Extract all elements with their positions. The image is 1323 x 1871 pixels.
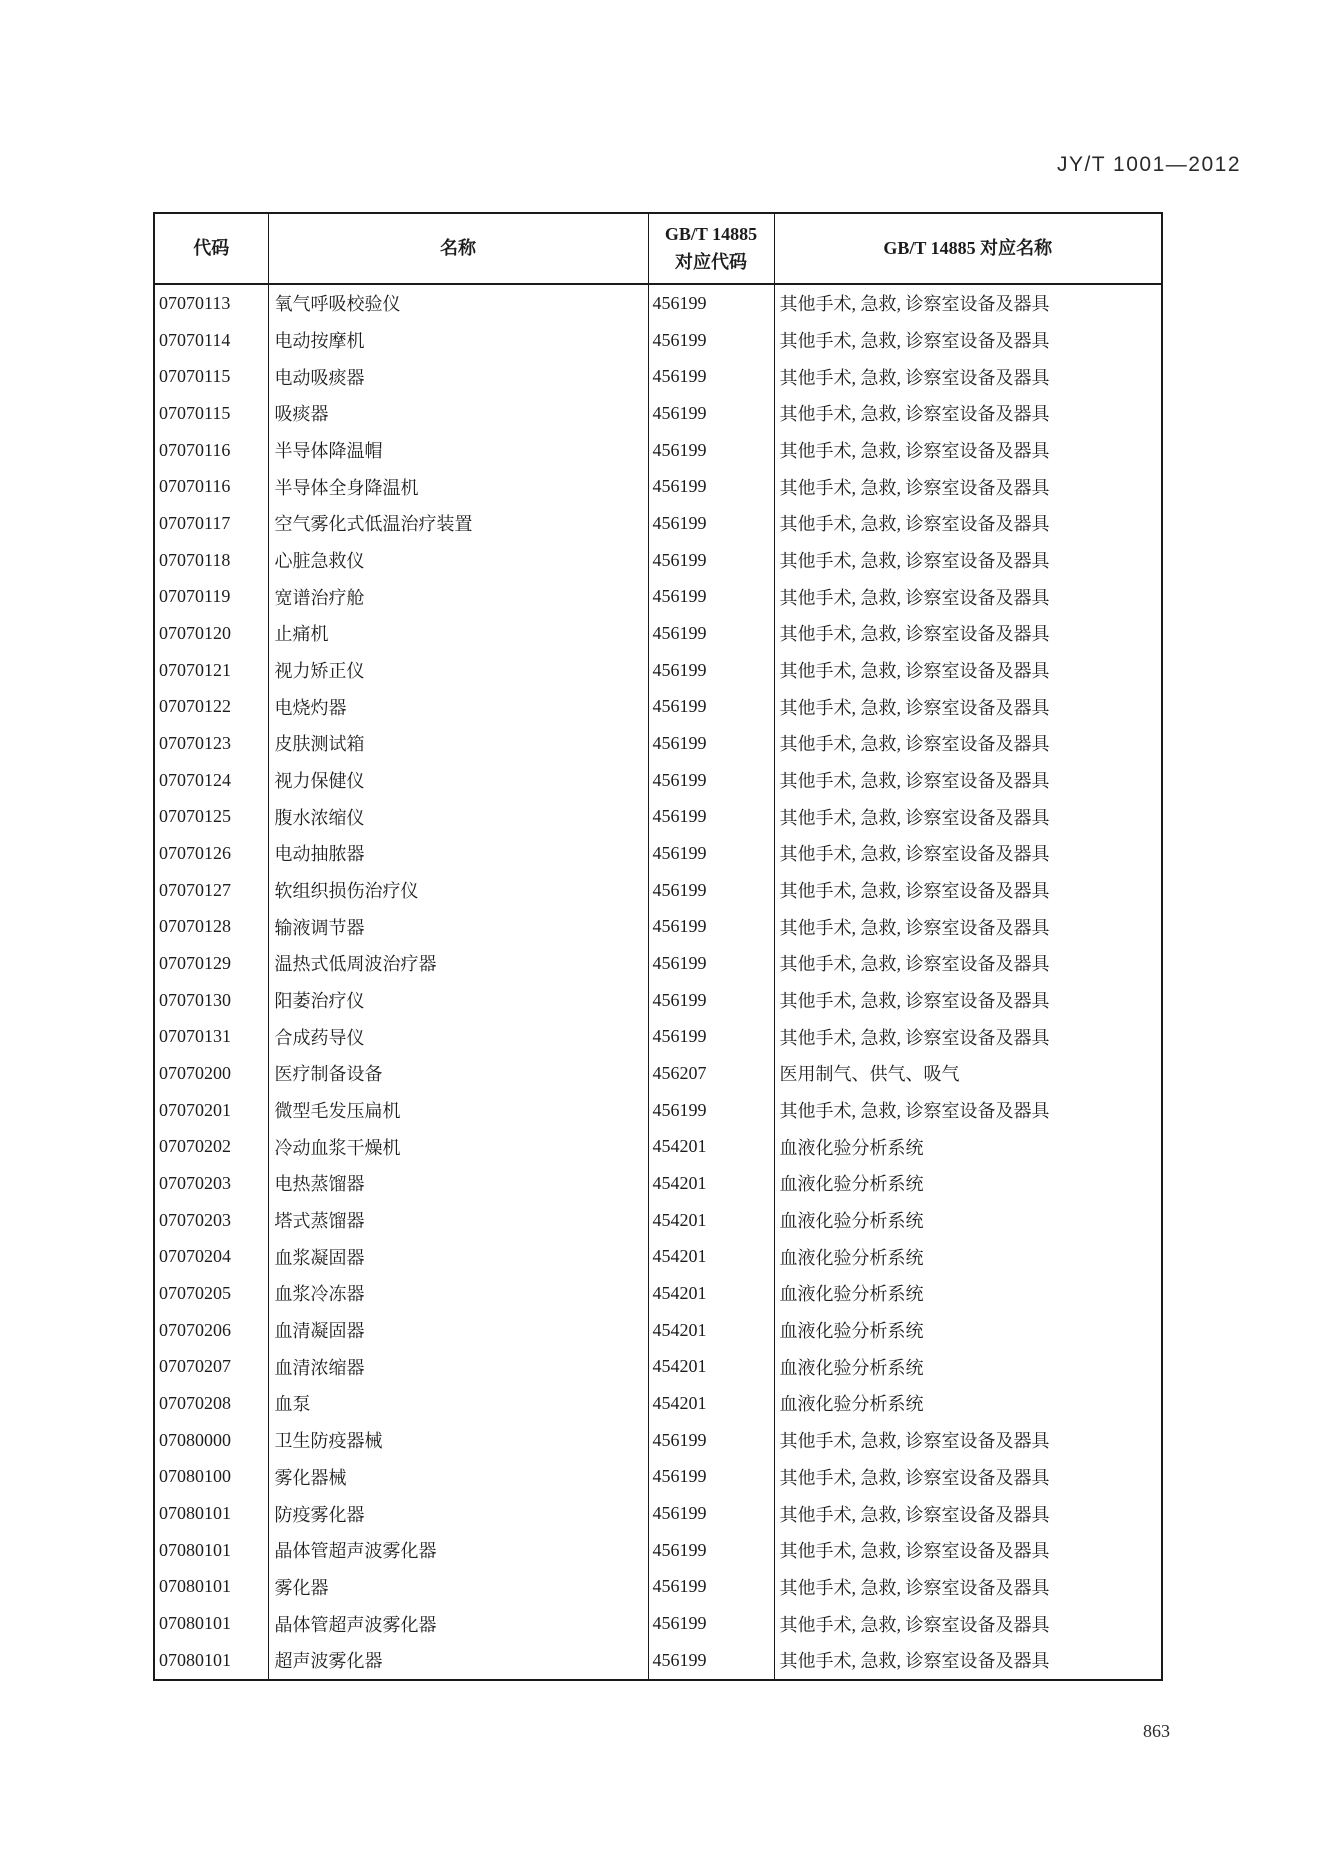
name-cell: 吸痰器 (268, 395, 648, 432)
gbt-name-cell: 其他手术, 急救, 诊察室设备及器具 (774, 1092, 1162, 1129)
code-cell: 07080101 (154, 1532, 268, 1569)
table-row (154, 945, 1162, 982)
gbt-code-cell: 454201 (648, 1128, 774, 1165)
header-name: 名称 (268, 213, 648, 284)
table-row (154, 505, 1162, 542)
code-cell: 07070205 (154, 1275, 268, 1312)
gbt-code-cell: 456199 (648, 908, 774, 945)
table-row (154, 358, 1162, 395)
header-gbt-code-line2: 对应代码 (675, 251, 747, 272)
table-row (154, 542, 1162, 579)
doc-number: JY/T 1001—2012 (1056, 153, 1241, 176)
name-cell: 半导体全身降温机 (268, 468, 648, 505)
table-row (154, 1385, 1162, 1422)
table-row (154, 578, 1162, 615)
gbt-code-cell: 456199 (648, 505, 774, 542)
gbt-code-cell: 456199 (648, 1092, 774, 1129)
gbt-code-cell: 456199 (648, 945, 774, 982)
gbt-name-cell: 其他手术, 急救, 诊察室设备及器具 (774, 1422, 1162, 1459)
gbt-code-cell: 454201 (648, 1385, 774, 1422)
table-row (154, 468, 1162, 505)
table-row (154, 1275, 1162, 1312)
table-row (154, 1642, 1162, 1680)
header-code: 代码 (154, 213, 268, 284)
code-cell: 07070208 (154, 1385, 268, 1422)
code-cell: 07070123 (154, 725, 268, 762)
gbt-name-cell: 其他手术, 急救, 诊察室设备及器具 (774, 945, 1162, 982)
gbt-name-cell: 其他手术, 急救, 诊察室设备及器具 (774, 542, 1162, 579)
gbt-code-cell: 456199 (648, 1642, 774, 1680)
gbt-name-cell: 血液化验分析系统 (774, 1385, 1162, 1422)
code-cell: 07070121 (154, 652, 268, 689)
table-row (154, 1128, 1162, 1165)
gbt-name-cell: 其他手术, 急救, 诊察室设备及器具 (774, 1569, 1162, 1606)
table-row (154, 725, 1162, 762)
header-gbt-code (648, 213, 774, 284)
name-cell: 电动吸痰器 (268, 358, 648, 395)
table-row (154, 395, 1162, 432)
table-row (154, 1422, 1162, 1459)
name-cell: 晶体管超声波雾化器 (268, 1532, 648, 1569)
gbt-name-cell: 血液化验分析系统 (774, 1128, 1162, 1165)
table-row (154, 872, 1162, 909)
gbt-name-cell: 其他手术, 急救, 诊察室设备及器具 (774, 1459, 1162, 1496)
gbt-name-cell: 其他手术, 急救, 诊察室设备及器具 (774, 982, 1162, 1019)
code-cell: 07070202 (154, 1128, 268, 1165)
gbt-code-cell: 456199 (648, 1018, 774, 1055)
gbt-name-cell: 其他手术, 急救, 诊察室设备及器具 (774, 505, 1162, 542)
table-row (154, 1569, 1162, 1606)
code-cell: 07070126 (154, 835, 268, 872)
gbt-name-cell: 其他手术, 急救, 诊察室设备及器具 (774, 395, 1162, 432)
header-row (154, 213, 1162, 284)
code-cell: 07070113 (154, 284, 268, 322)
name-cell: 宽谱治疗舱 (268, 578, 648, 615)
code-cell: 07070119 (154, 578, 268, 615)
gbt-name-cell: 其他手术, 急救, 诊察室设备及器具 (774, 762, 1162, 799)
table-row (154, 1018, 1162, 1055)
code-cell: 07070206 (154, 1312, 268, 1349)
name-cell: 腹水浓缩仪 (268, 798, 648, 835)
gbt-code-cell: 456199 (648, 1459, 774, 1496)
gbt-code-cell: 454201 (648, 1238, 774, 1275)
gbt-code-cell: 456199 (648, 284, 774, 322)
code-cell: 07070203 (154, 1165, 268, 1202)
name-cell: 输液调节器 (268, 908, 648, 945)
gbt-code-cell: 456199 (648, 688, 774, 725)
code-cell: 07070125 (154, 798, 268, 835)
name-cell: 电动抽脓器 (268, 835, 648, 872)
code-cell: 07070122 (154, 688, 268, 725)
code-cell: 07080101 (154, 1605, 268, 1642)
name-cell: 温热式低周波治疗器 (268, 945, 648, 982)
gbt-code-cell: 456199 (648, 578, 774, 615)
gbt-name-cell: 医用制气、供气、吸气 (774, 1055, 1162, 1092)
gbt-name-cell: 其他手术, 急救, 诊察室设备及器具 (774, 468, 1162, 505)
name-cell: 氧气呼吸校验仪 (268, 284, 648, 322)
table-row (154, 652, 1162, 689)
table-row (154, 1532, 1162, 1569)
gbt-code-cell: 456199 (648, 322, 774, 359)
table-row (154, 1312, 1162, 1349)
gbt-code-cell: 456199 (648, 725, 774, 762)
name-cell: 止痛机 (268, 615, 648, 652)
gbt-name-cell: 其他手术, 急救, 诊察室设备及器具 (774, 578, 1162, 615)
code-cell: 07070127 (154, 872, 268, 909)
table-row (154, 1165, 1162, 1202)
table-row (154, 982, 1162, 1019)
gbt-code-cell: 456199 (648, 1532, 774, 1569)
name-cell: 半导体降温帽 (268, 432, 648, 469)
table-row (154, 835, 1162, 872)
gbt-name-cell: 其他手术, 急救, 诊察室设备及器具 (774, 652, 1162, 689)
gbt-code-cell: 454201 (648, 1312, 774, 1349)
code-cell: 07070204 (154, 1238, 268, 1275)
gbt-code-cell: 456199 (648, 872, 774, 909)
gbt-code-cell: 456199 (648, 358, 774, 395)
code-cell: 07070207 (154, 1348, 268, 1385)
code-cell: 07070124 (154, 762, 268, 799)
gbt-code-cell: 456199 (648, 762, 774, 799)
name-cell: 雾化器械 (268, 1459, 648, 1496)
code-cell: 07080101 (154, 1642, 268, 1680)
gbt-name-cell: 其他手术, 急救, 诊察室设备及器具 (774, 284, 1162, 322)
code-cell: 07070116 (154, 432, 268, 469)
code-cell: 07070117 (154, 505, 268, 542)
gbt-code-cell: 456199 (648, 432, 774, 469)
code-cell: 07070115 (154, 395, 268, 432)
table-row (154, 1092, 1162, 1129)
name-cell: 晶体管超声波雾化器 (268, 1605, 648, 1642)
code-cell: 07070130 (154, 982, 268, 1019)
name-cell: 冷动血浆干燥机 (268, 1128, 648, 1165)
table-row (154, 615, 1162, 652)
gbt-name-cell: 其他手术, 急救, 诊察室设备及器具 (774, 358, 1162, 395)
table-row (154, 1348, 1162, 1385)
name-cell: 卫生防疫器械 (268, 1422, 648, 1459)
code-cell: 07070129 (154, 945, 268, 982)
name-cell: 心脏急救仪 (268, 542, 648, 579)
gbt-name-cell: 血液化验分析系统 (774, 1202, 1162, 1239)
gbt-code-cell: 456199 (648, 982, 774, 1019)
gbt-code-cell: 456199 (648, 798, 774, 835)
name-cell: 皮肤测试箱 (268, 725, 648, 762)
header-gbt-name: GB/T 14885 对应名称 (774, 213, 1162, 284)
name-cell: 视力保健仪 (268, 762, 648, 799)
code-mapping-table (153, 212, 1163, 1681)
gbt-code-cell: 456199 (648, 1422, 774, 1459)
table-row (154, 1202, 1162, 1239)
gbt-code-cell: 456207 (648, 1055, 774, 1092)
table-row (154, 1459, 1162, 1496)
table-row (154, 762, 1162, 799)
name-cell: 血浆冷冻器 (268, 1275, 648, 1312)
name-cell: 空气雾化式低温治疗装置 (268, 505, 648, 542)
code-cell: 07070128 (154, 908, 268, 945)
header-gbt-code-line1: GB/T 14885 (664, 223, 758, 244)
gbt-name-cell: 其他手术, 急救, 诊察室设备及器具 (774, 872, 1162, 909)
gbt-name-cell: 其他手术, 急救, 诊察室设备及器具 (774, 322, 1162, 359)
gbt-name-cell: 其他手术, 急救, 诊察室设备及器具 (774, 1605, 1162, 1642)
gbt-name-cell: 其他手术, 急救, 诊察室设备及器具 (774, 1495, 1162, 1532)
name-cell: 电动按摩机 (268, 322, 648, 359)
gbt-code-cell: 456199 (648, 652, 774, 689)
code-mapping-table-container (153, 212, 1163, 1681)
code-cell: 07070200 (154, 1055, 268, 1092)
code-cell: 07070120 (154, 615, 268, 652)
table-row (154, 1495, 1162, 1532)
gbt-name-cell: 其他手术, 急救, 诊察室设备及器具 (774, 835, 1162, 872)
gbt-name-cell: 其他手术, 急救, 诊察室设备及器具 (774, 1018, 1162, 1055)
gbt-name-cell: 血液化验分析系统 (774, 1348, 1162, 1385)
name-cell: 超声波雾化器 (268, 1642, 648, 1680)
gbt-code-cell: 454201 (648, 1202, 774, 1239)
gbt-name-cell: 其他手术, 急救, 诊察室设备及器具 (774, 798, 1162, 835)
gbt-code-cell: 456199 (648, 468, 774, 505)
name-cell: 微型毛发压扁机 (268, 1092, 648, 1129)
name-cell: 视力矫正仪 (268, 652, 648, 689)
gbt-name-cell: 血液化验分析系统 (774, 1165, 1162, 1202)
gbt-code-cell: 456199 (648, 615, 774, 652)
code-cell: 07080101 (154, 1569, 268, 1606)
name-cell: 电烧灼器 (268, 688, 648, 725)
name-cell: 血清凝固器 (268, 1312, 648, 1349)
name-cell: 防疫雾化器 (268, 1495, 648, 1532)
name-cell: 血清浓缩器 (268, 1348, 648, 1385)
table-row (154, 798, 1162, 835)
code-cell: 07070115 (154, 358, 268, 395)
code-cell: 07070114 (154, 322, 268, 359)
code-cell: 07080100 (154, 1459, 268, 1496)
gbt-name-cell: 其他手术, 急救, 诊察室设备及器具 (774, 1532, 1162, 1569)
gbt-name-cell: 血液化验分析系统 (774, 1238, 1162, 1275)
code-cell: 07080000 (154, 1422, 268, 1459)
name-cell: 血泵 (268, 1385, 648, 1422)
page-number: 863 (1143, 1721, 1170, 1741)
code-cell: 07070201 (154, 1092, 268, 1129)
table-row (154, 322, 1162, 359)
table-row (154, 1238, 1162, 1275)
gbt-name-cell: 其他手术, 急救, 诊察室设备及器具 (774, 432, 1162, 469)
gbt-name-cell: 其他手术, 急救, 诊察室设备及器具 (774, 615, 1162, 652)
gbt-name-cell: 其他手术, 急救, 诊察室设备及器具 (774, 1642, 1162, 1680)
code-cell: 07070203 (154, 1202, 268, 1239)
table-row (154, 432, 1162, 469)
gbt-code-cell: 456199 (648, 1569, 774, 1606)
name-cell: 血浆凝固器 (268, 1238, 648, 1275)
table-row (154, 284, 1162, 322)
table-header (154, 213, 1162, 284)
gbt-code-cell: 456199 (648, 835, 774, 872)
gbt-name-cell: 其他手术, 急救, 诊察室设备及器具 (774, 908, 1162, 945)
gbt-name-cell: 其他手术, 急救, 诊察室设备及器具 (774, 688, 1162, 725)
name-cell: 软组织损伤治疗仪 (268, 872, 648, 909)
gbt-name-cell: 血液化验分析系统 (774, 1275, 1162, 1312)
gbt-code-cell: 456199 (648, 395, 774, 432)
code-cell: 07070118 (154, 542, 268, 579)
name-cell: 雾化器 (268, 1569, 648, 1606)
code-cell: 07070131 (154, 1018, 268, 1055)
table-row (154, 908, 1162, 945)
table-row (154, 1605, 1162, 1642)
gbt-name-cell: 血液化验分析系统 (774, 1312, 1162, 1349)
name-cell: 医疗制备设备 (268, 1055, 648, 1092)
name-cell: 塔式蒸馏器 (268, 1202, 648, 1239)
code-cell: 07070116 (154, 468, 268, 505)
gbt-code-cell: 456199 (648, 542, 774, 579)
gbt-code-cell: 456199 (648, 1605, 774, 1642)
gbt-code-cell: 456199 (648, 1495, 774, 1532)
name-cell: 电热蒸馏器 (268, 1165, 648, 1202)
gbt-name-cell: 其他手术, 急救, 诊察室设备及器具 (774, 725, 1162, 762)
gbt-code-cell: 454201 (648, 1348, 774, 1385)
table-row (154, 1055, 1162, 1092)
gbt-code-cell: 454201 (648, 1275, 774, 1312)
table-row (154, 688, 1162, 725)
name-cell: 阳萎治疗仪 (268, 982, 648, 1019)
code-cell: 07080101 (154, 1495, 268, 1532)
gbt-code-cell: 454201 (648, 1165, 774, 1202)
name-cell: 合成药导仪 (268, 1018, 648, 1055)
table-body (154, 284, 1162, 1680)
